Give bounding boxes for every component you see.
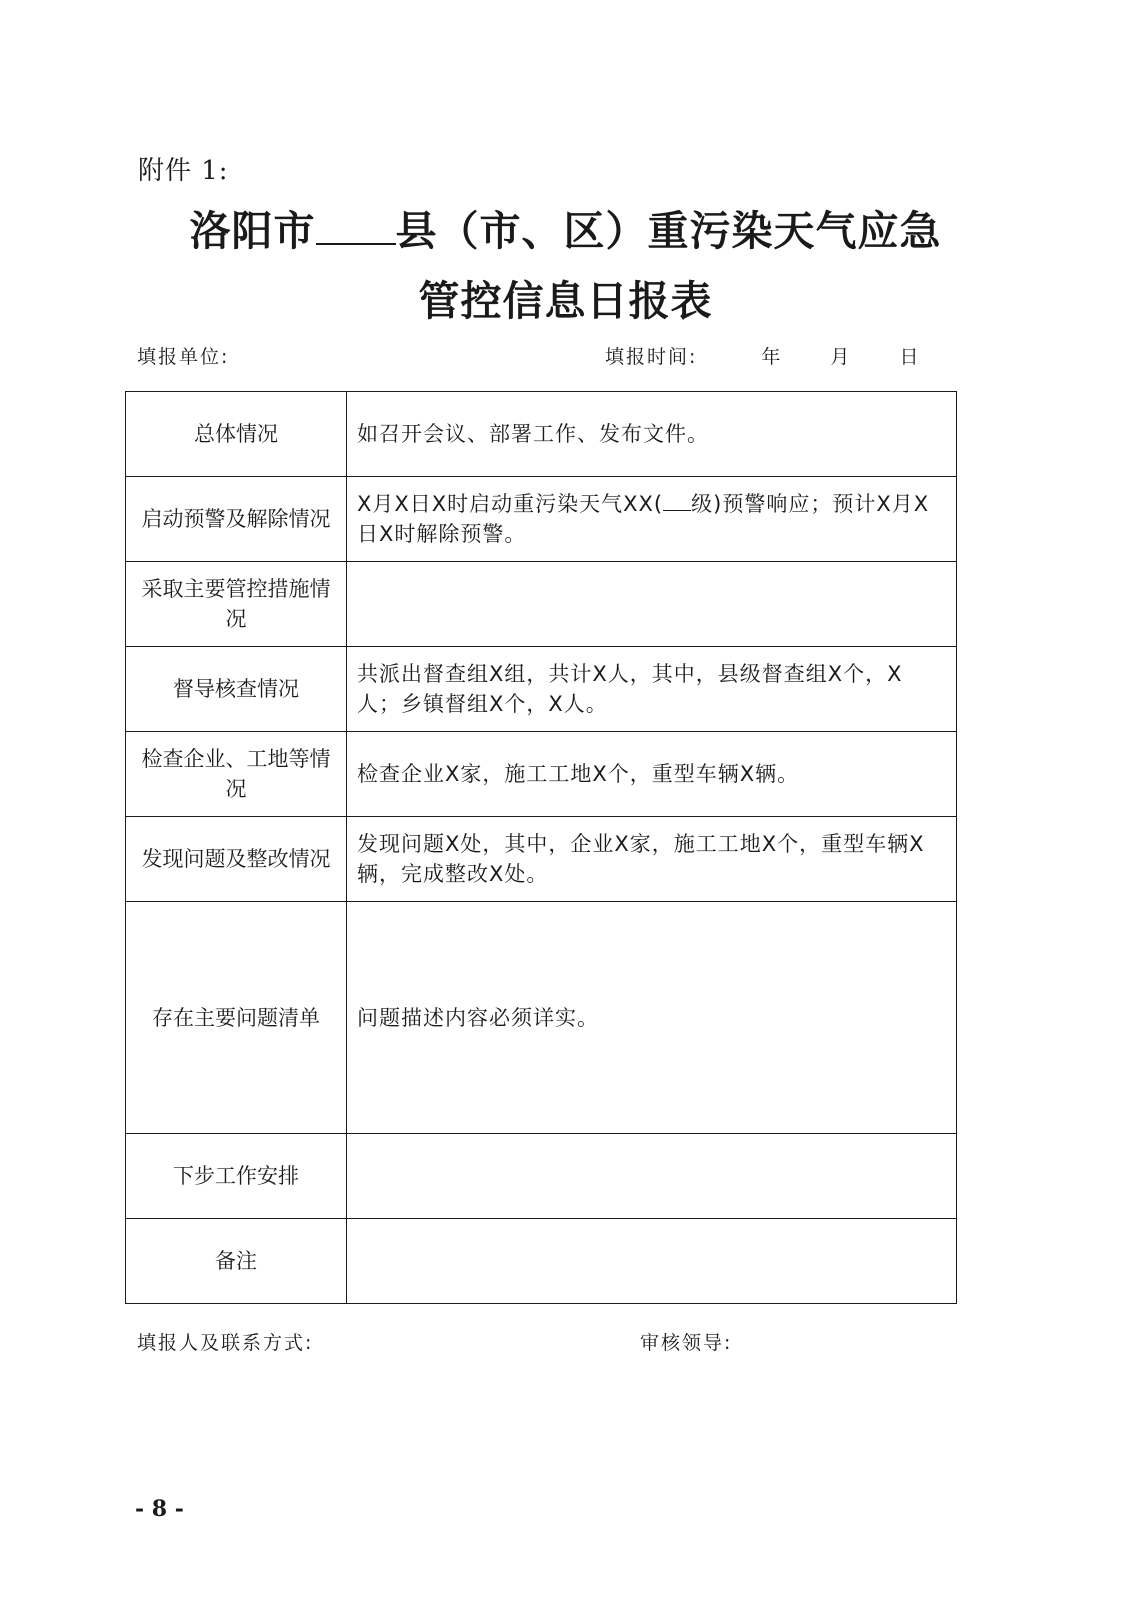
row-label: 采取主要管控措施情况 (126, 562, 347, 647)
month-label: 月 (830, 346, 852, 368)
row-label: 下步工作安排 (126, 1134, 347, 1219)
attachment-label: 附件 1: (138, 156, 229, 186)
row-content-part-a: X月X日X时启动重污染天气XX( (357, 492, 664, 516)
level-blank (663, 492, 691, 511)
row-content (347, 1134, 957, 1219)
row-content (347, 562, 957, 647)
table-row (126, 1219, 957, 1304)
filing-time-label: 填报时间: (605, 346, 698, 368)
title-prefix: 洛阳市 (189, 207, 316, 255)
row-label: 发现问题及整改情况 (126, 817, 347, 902)
row-content: 发现问题X处，其中，企业X家，施工工地X个，重型车辆X辆，完成整改X处。 (347, 817, 957, 902)
page-number: - 8 - (135, 1496, 184, 1522)
table-row (126, 1134, 957, 1219)
row-content: 共派出督查组X组，共计X人，其中，县级督查组X个，X人；乡镇督组X个，X人。 (347, 647, 957, 732)
row-label: 总体情况 (126, 392, 347, 477)
table-row (126, 477, 957, 562)
filing-time (605, 342, 920, 369)
table-row (126, 817, 957, 902)
row-label: 存在主要问题清单 (126, 902, 347, 1134)
reviewer-label: 审核领导: (640, 1332, 733, 1354)
table-row (126, 562, 957, 647)
day-label: 日 (899, 346, 921, 368)
report-table (125, 391, 957, 1304)
table-row (126, 732, 957, 817)
year-label: 年 (761, 346, 783, 368)
row-label: 督导核查情况 (126, 647, 347, 732)
title-suffix: 县（市、区）重污染天气应急 (395, 207, 942, 255)
table-row (126, 392, 957, 477)
table-row (126, 647, 957, 732)
row-content (347, 1219, 957, 1304)
row-content: 检查企业X家，施工工地X个，重型车辆X辆。 (347, 732, 957, 817)
row-content-part-b: 级)预警响应；预计X月X日X时解除预警。 (357, 492, 930, 546)
title-blank (316, 209, 396, 245)
row-content: 如召开会议、部署工作、发布文件。 (347, 392, 957, 477)
row-content (347, 477, 957, 562)
table-row (126, 902, 957, 1134)
row-label: 备注 (126, 1219, 347, 1304)
row-content: 问题描述内容必须详实。 (347, 902, 957, 1134)
row-label: 启动预警及解除情况 (126, 477, 347, 562)
filler-contact-label: 填报人及联系方式: (137, 1332, 314, 1354)
document-title-line1 (0, 198, 1131, 257)
filing-unit-label: 填报单位: (137, 346, 230, 368)
document-title-line2: 管控信息日报表 (418, 277, 713, 325)
row-label: 检查企业、工地等情况 (126, 732, 347, 817)
